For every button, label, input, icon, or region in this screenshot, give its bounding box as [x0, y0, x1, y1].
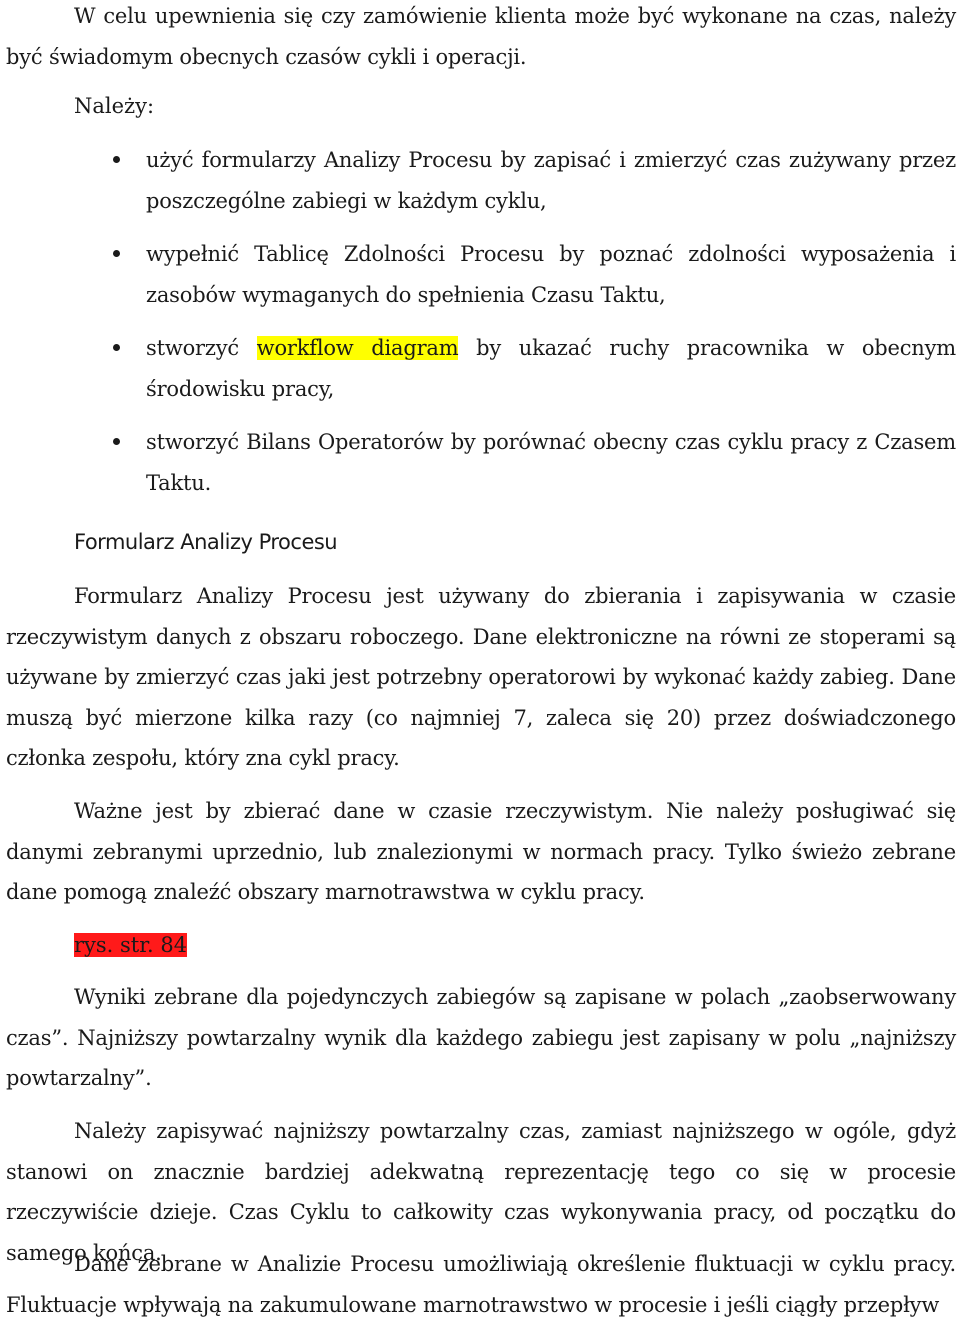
- bullet-list: [6, 140, 956, 516]
- figure-reference-block: [74, 925, 960, 965]
- list-item: [6, 422, 956, 503]
- figure-reference: rys. str. 84: [74, 933, 188, 957]
- list-item: [6, 328, 956, 409]
- paragraph-2: [6, 791, 956, 913]
- list-item-text: użyć formularzy Analizy Procesu by zapisać i zmierzyć czas zużywany przez poszczególne zabiegi w każdym cyklu,: [146, 148, 956, 213]
- list-item: [6, 234, 956, 315]
- list-item-text: stworzyć Bilans Operatorów by porównać obecny czas cyklu pracy z Czasem Taktu.: [146, 430, 956, 495]
- bullet-icon: [113, 344, 120, 351]
- list-item: [6, 140, 956, 221]
- paragraph-text: Formularz Analizy Procesu jest używany do zbierania i zapisywania w czasie rzeczywistym danych z obszaru roboczego. Dane elektroniczne na równi ze stoperami są używane by zmierzyć czas jaki jest potrzebny operatorowi by wykonać każdy zabieg. Dane muszą być mierzone kilka razy (co najmniej 7, zaleca się 20) przez doświadczonego członka zespołu, który zna cykl pracy.: [6, 584, 956, 770]
- list-item-text: wypełnić Tablicę Zdolności Procesu by poznać zdolności wyposażenia i zasobów wymaganych do spełnienia Czasu Taktu,: [146, 242, 956, 307]
- paragraph-text: Dane zebrane w Analizie Procesu umożliwiają określenie fluktuacji w cyklu pracy. Fluktuacje wpływają na zakumulowane marnotrawstwo w procesie i jeśli ciągły przepływ: [6, 1252, 956, 1317]
- paragraph-text: Należy zapisywać najniższy powtarzalny czas, zamiast najniższego w ogóle, gdyż stanowi on znacznie bardziej adekwatną reprezentację tego co się w procesie rzeczywiście dzieje. Czas Cyklu to całkowity czas wykonywania pracy, od początku do samego końca.: [6, 1119, 956, 1265]
- bullet-icon: [113, 250, 120, 257]
- list-item-text-after: by ukazać ruchy pracownika w obecnym środowisku pracy,: [146, 336, 956, 401]
- section-heading: Formularz Analizy Procesu: [74, 530, 338, 554]
- paragraph-text: Wyniki zebrane dla pojedynczych zabiegów są zapisane w polach „zaobserwowany czas”. Najniższy powtarzalny wynik dla każdego zabiegu jest zapisany w polu „najniższy powtarzalny”.: [6, 985, 956, 1090]
- lead-text: Należy:: [74, 94, 155, 118]
- bullet-icon: [113, 438, 120, 445]
- list-item-text-before: stworzyć: [146, 336, 257, 360]
- intro-paragraph: W celu upewnienia się czy zamówienie klienta może być wykonane na czas, należy być świadomym obecnych czasów cykli i operacji.: [6, 4, 956, 69]
- highlighted-term: workflow diagram: [256, 336, 459, 360]
- paragraph-text: Ważne jest by zbierać dane w czasie rzeczywistym. Nie należy posługiwać się danymi zebranymi uprzednio, lub znalezionymi w normach pracy. Tylko świeżo zebrane dane pomogą znaleźć obszary marnotrawstwa w cyklu pracy.: [6, 799, 956, 904]
- paragraph-5: [6, 1244, 956, 1325]
- paragraph-3: [6, 977, 956, 1099]
- bullet-icon: [113, 156, 120, 163]
- paragraph-1: [6, 576, 956, 779]
